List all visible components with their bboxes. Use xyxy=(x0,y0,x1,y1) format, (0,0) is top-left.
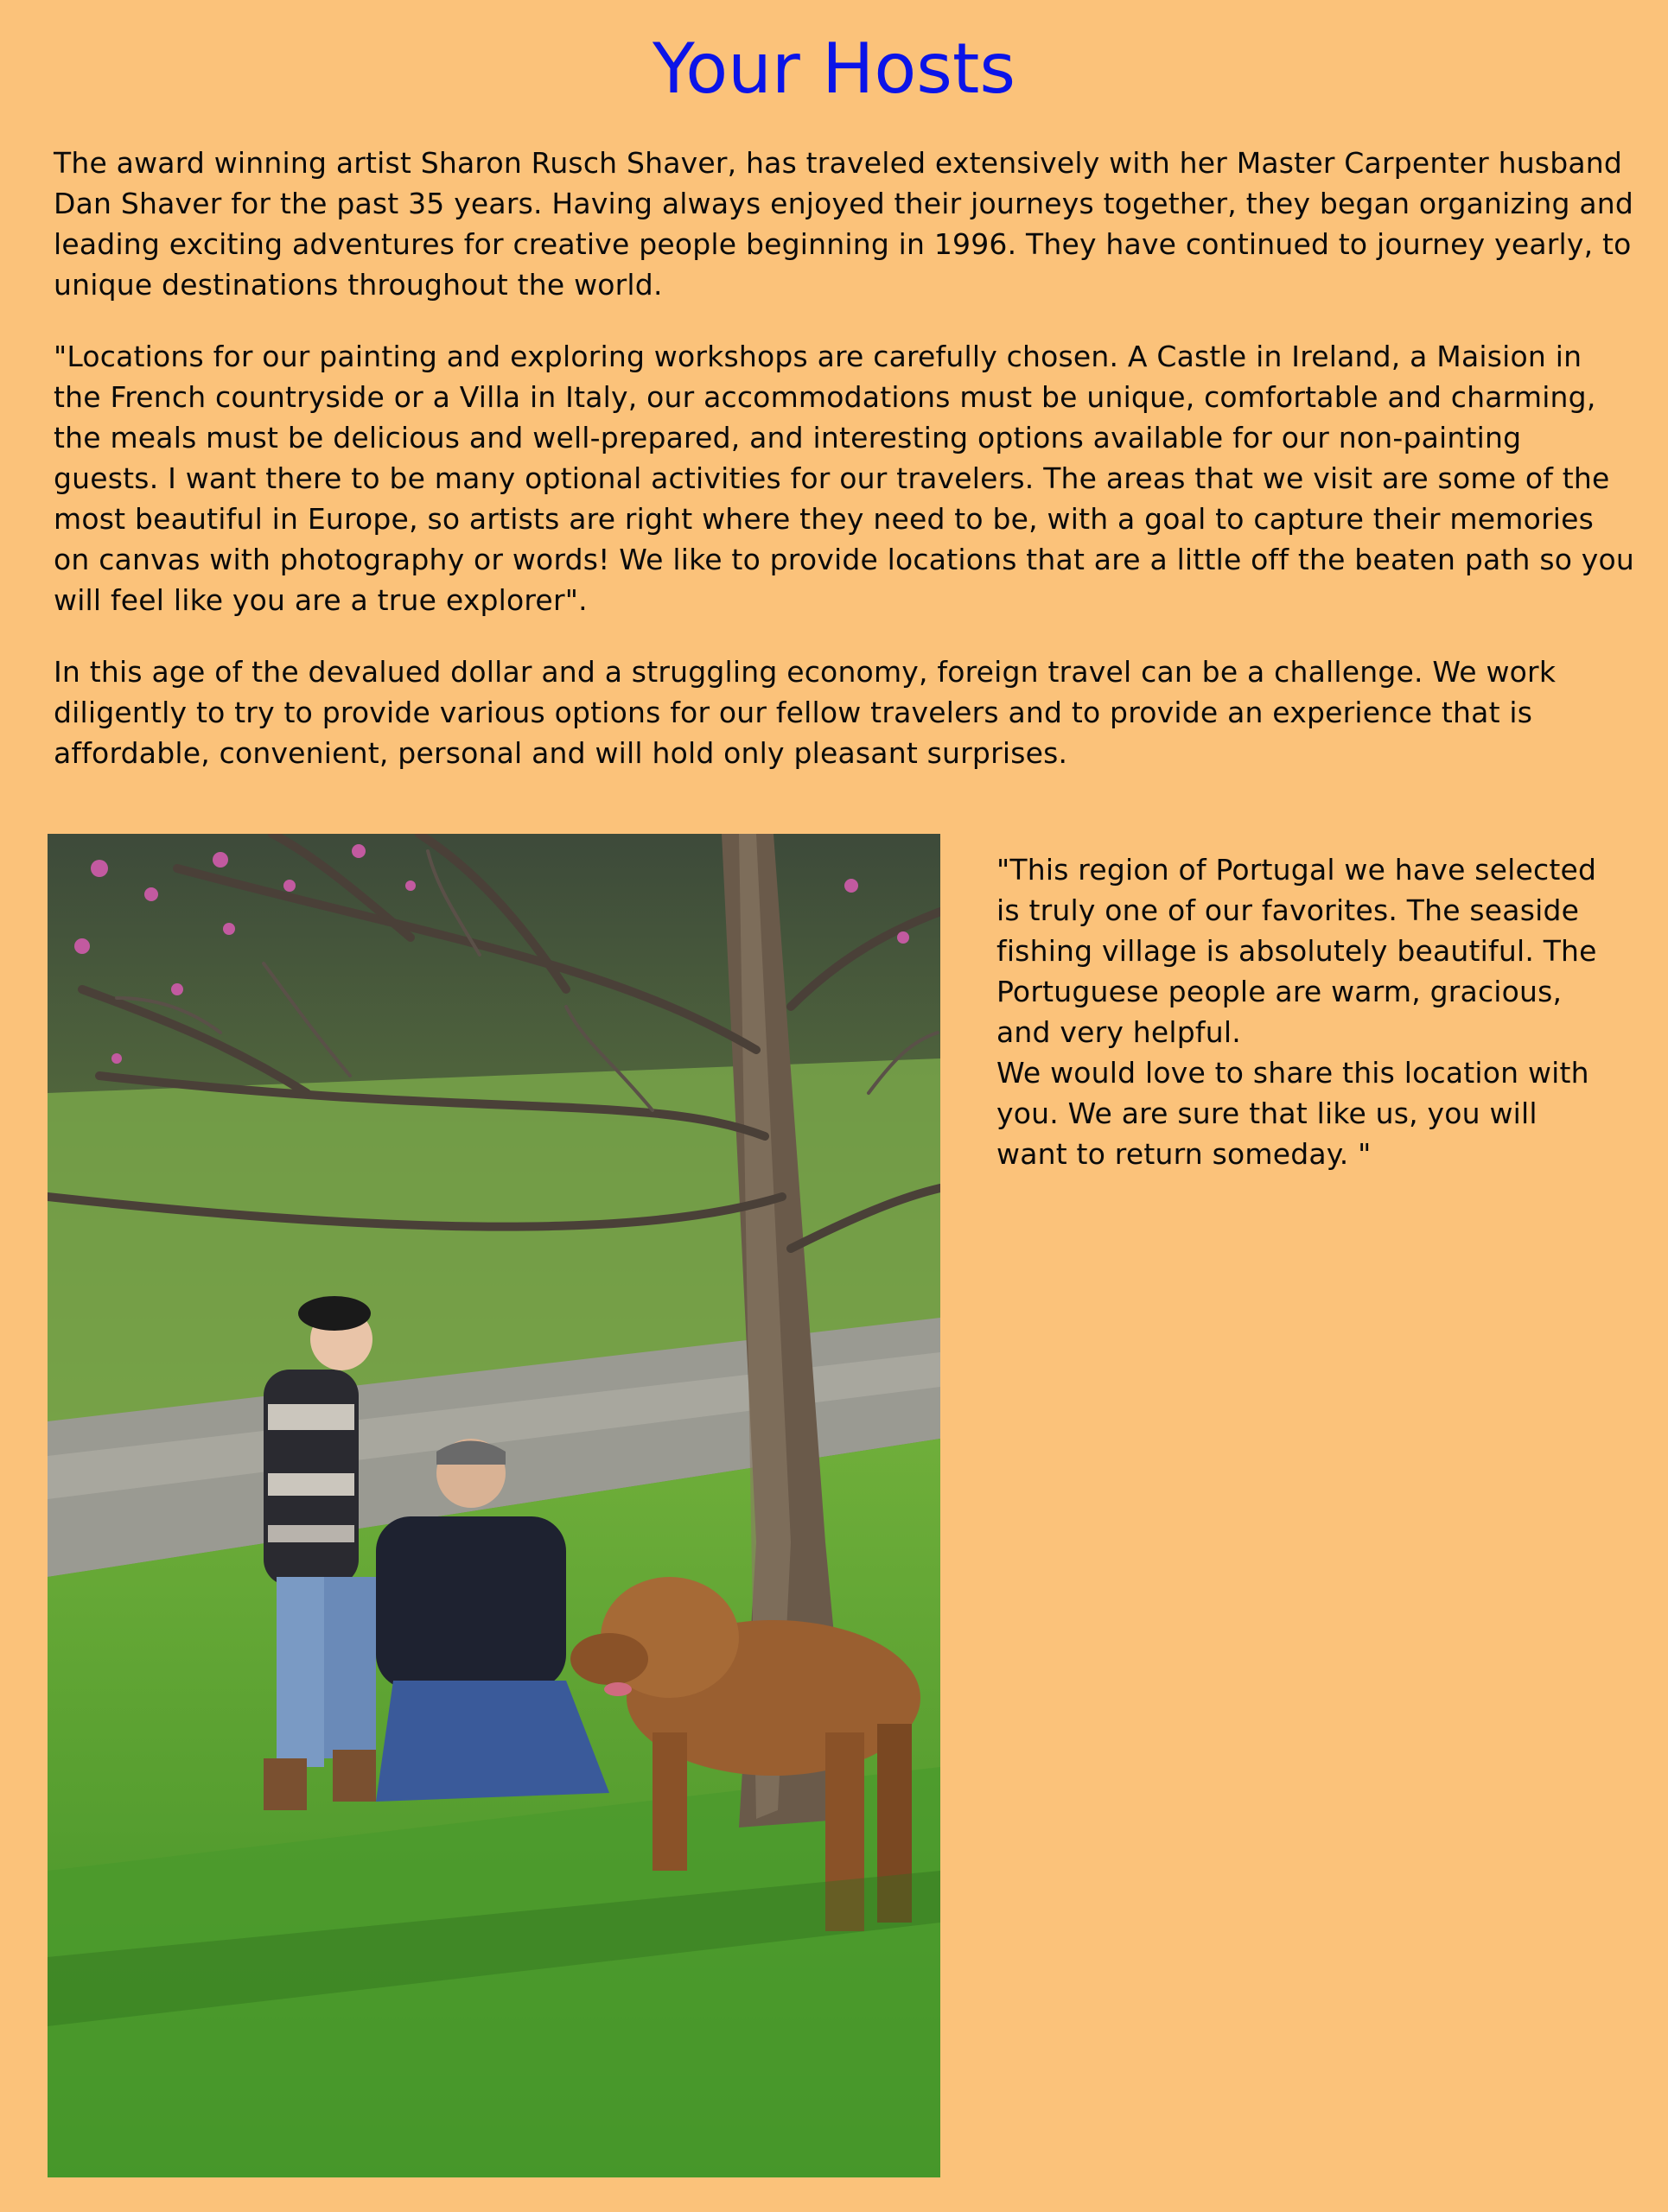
intro-paragraph-3: In this age of the devalued dollar and a struggling economy, foreign travel can be a challenge. We work diligently to try to provide various options for our fellow travelers and to provide an experience that is affordable, convenient, personal and will hold only pleasant surprises. xyxy=(54,655,1557,770)
quote-paragraph-2: We would love to share this location with you. We are sure that like us, you will want to return someday. " xyxy=(996,1056,1589,1171)
quote-paragraph-1: "This region of Portugal we have selected is truly one of our favorites. The seaside fishing village is absolutely beautiful. The Portuguese people are warm, gracious, and very helpful. xyxy=(996,853,1597,1049)
intro-paragraph-2: "Locations for our painting and exploring workshops are carefully chosen. A Castle in Ireland, a Maision in the French countryside or a Villa in Italy, our accommodations must be unique, comfortable and charming, the meals must be delicious and well-prepared, and interesting options available for our non-painting guests. I want there to be many optional activities for our travelers. The areas that we visit are some of the most beautiful in Europe, so artists are right where they need to be, with a goal to capture their memories on canvas with photography or words! We like to provide locations that are a little off the beaten path so you will feel like you are a true explorer". xyxy=(54,340,1635,617)
hosts-photo-illustration xyxy=(48,834,940,2177)
page-title: Your Hosts xyxy=(652,29,1016,109)
intro-paragraph-1: The award winning artist Sharon Rusch Shaver, has traveled extensively with her Master Carpenter husband Dan Shaver for the past 35 years. Having always enjoyed their journeys together, they began organizing and leading exciting adventures for creative people beginning in 1996. They have continued to journey yearly, to unique destinations throughout the world. xyxy=(54,146,1634,302)
hosts-quote xyxy=(996,849,1601,1174)
intro-text xyxy=(54,143,1635,804)
hosts-photo xyxy=(48,834,940,2177)
